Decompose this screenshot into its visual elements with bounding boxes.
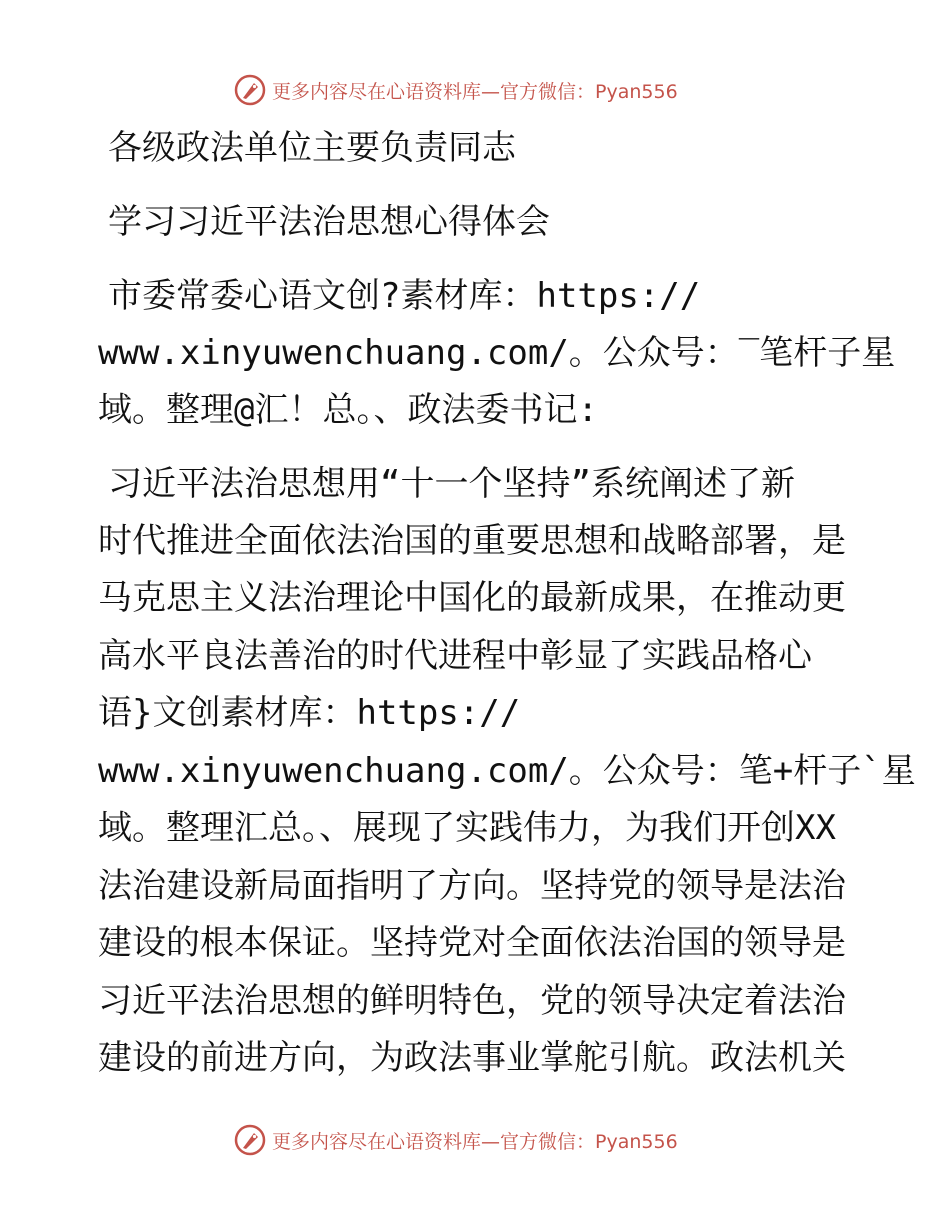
watermark-footer	[234, 1122, 714, 1158]
body-line: 习近平法治思想用“十一个坚持”系统阐述了新	[108, 464, 795, 504]
body-line: 建设的根本保证。坚持党对全面依法治国的领导是	[98, 923, 846, 963]
body-line: 法治建设新局面指明了方向。坚持党的领导是法治	[98, 866, 846, 906]
document-title-line-2: 学习习近平法治思想心得体会	[108, 202, 550, 242]
body-line: www.xinyuwenchuang.com/。公众号：‾笔杆子星	[98, 333, 896, 373]
body-line: 域。整理汇总。、展现了实践伟力，为我们开创XX	[98, 808, 836, 848]
body-line: 高水平良法善治的时代进程中彰显了实践品格心	[98, 636, 812, 676]
body-line: 语}文创素材库：https://	[98, 693, 521, 733]
body-line: 建设的前进方向，为政法事业掌舵引航。政法机关	[98, 1038, 846, 1078]
body-line: 马克思主义法治理论中国化的最新成果，在推动更	[98, 578, 846, 618]
watermark-text: 更多内容尽在心语资料库—官方微信：Pyan556	[272, 80, 678, 103]
pen-nib-circle-icon	[234, 1124, 266, 1156]
watermark-text: 更多内容尽在心语资料库—官方微信：Pyan556	[272, 1130, 678, 1153]
body-line: 市委常委心语文创?素材库：https://	[108, 276, 701, 316]
body-line: www.xinyuwenchuang.com/。公众号：笔+杆子`星	[98, 751, 916, 791]
body-line: 时代推进全面依法治国的重要思想和战略部署，是	[98, 521, 846, 561]
document-title-line-1: 各级政法单位主要负责同志	[108, 128, 516, 168]
pen-nib-circle-icon	[234, 74, 266, 106]
body-line: 习近平法治思想的鲜明特色，党的领导决定着法治	[98, 981, 846, 1021]
watermark-header	[234, 72, 714, 108]
body-line: 域。整理@汇！总。、政法委书记:	[98, 390, 598, 430]
